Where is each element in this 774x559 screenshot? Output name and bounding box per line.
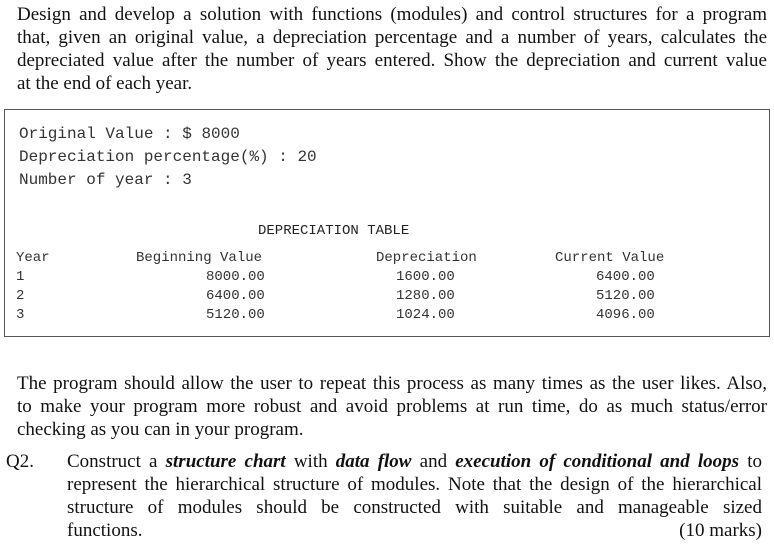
q2-label: Q2.	[6, 451, 34, 472]
input-value: 8000	[201, 125, 240, 143]
intro-line: at the end of each year.	[17, 73, 193, 94]
header-depreciation: Depreciation	[376, 250, 477, 266]
cell-current: 4096.00	[596, 307, 655, 323]
cell-current: 6400.00	[596, 269, 655, 285]
cell-depreciation: 1280.00	[396, 288, 455, 304]
header-current-value: Current Value	[555, 250, 665, 266]
cell-depreciation: 1600.00	[396, 269, 455, 285]
para2-line: The program should allow the user to repeat this process as many times as the user likes. Also,	[17, 373, 767, 394]
q2-line-4	[67, 519, 762, 542]
table-title: DEPRECIATION TABLE	[258, 223, 410, 239]
input-label: Number of year :	[19, 171, 183, 189]
q2-text: to	[739, 451, 762, 472]
q2-text: Construct a	[67, 451, 166, 472]
q2-paragraph	[67, 450, 762, 542]
cell-year: 3	[16, 307, 25, 323]
q2-text: functions.	[67, 520, 143, 541]
q2-emphasis: execution of conditional and loops	[455, 451, 740, 472]
para2-line: checking as you can in your program.	[17, 419, 304, 440]
cell-beginning: 5120.00	[206, 307, 265, 323]
intro-line: Design and develop a solution with functions (modules) and control structures for a program	[17, 4, 767, 25]
sample-output-box	[4, 109, 770, 337]
intro-line: depreciated value after the number of years entered. Show the depreciation and current value	[17, 50, 767, 71]
header-year: Year	[16, 250, 50, 266]
marks-label: (10 marks)	[679, 520, 762, 541]
q2-line-2: represent the hierarchical structure of modules. Note that the design of the hierarchical	[67, 474, 762, 495]
input-value: 20	[297, 148, 317, 166]
q2-emphasis: structure chart	[165, 451, 286, 472]
cell-year: 2	[16, 288, 25, 304]
cell-current: 5120.00	[596, 288, 655, 304]
input-number-of-year	[19, 169, 192, 191]
requirements-paragraph	[17, 372, 767, 441]
q2-text: and	[411, 451, 456, 472]
input-label: Depreciation percentage(%) :	[19, 148, 298, 166]
input-label: Original Value : $	[19, 125, 202, 143]
q2-line-3: structure of modules should be constructed with suitable and manageable sized	[67, 497, 762, 518]
q2-emphasis: data flow	[335, 451, 412, 472]
cell-beginning: 8000.00	[206, 269, 265, 285]
q2-text: with	[285, 451, 336, 472]
cell-depreciation: 1024.00	[396, 307, 455, 323]
cell-beginning: 6400.00	[206, 288, 265, 304]
input-depreciation-percentage	[19, 146, 317, 168]
question-intro-paragraph	[17, 3, 767, 95]
q2-line-1	[67, 450, 762, 473]
para2-line: to make your program more robust and avoid problems at run time, do as much status/error	[17, 396, 767, 417]
header-beginning-value: Beginning Value	[136, 250, 263, 266]
input-original-value	[19, 123, 240, 145]
cell-year: 1	[16, 269, 25, 285]
input-value: 3	[182, 171, 192, 189]
intro-line: that, given an original value, a depreciation percentage and a number of years, calculates the	[17, 27, 767, 48]
